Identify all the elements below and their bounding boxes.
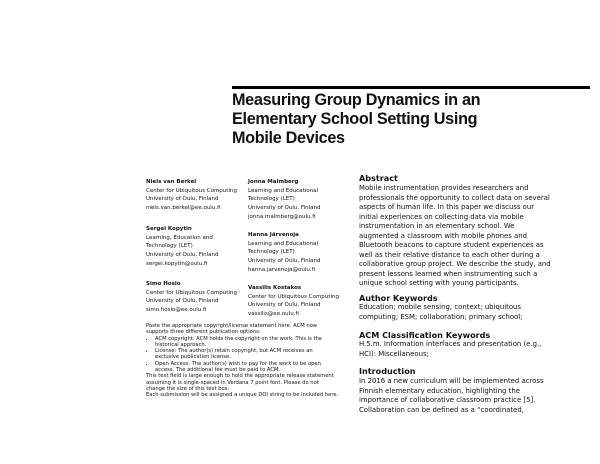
abstract-line: augmented a classroom with mobile phones and [359, 231, 527, 240]
author-email: niels.van.berkel@ee.oulu.fi [146, 205, 221, 212]
author-affiliation: University of Oulu, Finland [248, 302, 321, 309]
license-statement [146, 323, 346, 399]
author-affiliation: Technology (LET) [146, 243, 193, 250]
author-affiliation: Learning and Educational [248, 240, 319, 247]
author-affiliation: University of Oulu, Finland [248, 205, 321, 212]
license-text: change the size of this text box. [146, 385, 230, 392]
author-block [248, 231, 321, 275]
keywords-body [359, 303, 591, 322]
author-name: Niels van Berkel [146, 179, 197, 185]
abstract-line: aspects of human life. In this paper we discuss our [359, 203, 535, 212]
author-block [248, 178, 321, 222]
author-name: Hanna Järvenoja [248, 232, 299, 238]
paper-title [232, 91, 552, 148]
title-rule [232, 86, 590, 89]
author-affiliation: University of Oulu, Finland [146, 298, 219, 305]
acm-class-line: H.5.m. Information interfaces and presentation (e.g., [359, 340, 542, 348]
author-affiliation: Center for Ubiquitous Computing [248, 293, 339, 300]
author-affiliation: Center for Ubiquitous Computing [146, 289, 237, 296]
abstract-body [359, 184, 591, 289]
author-name: Sergei Kopytin [146, 226, 192, 232]
introduction-line: Collaboration can be defined as a “coordinated, [359, 405, 524, 414]
title-line: Elementary School Setting Using [232, 110, 478, 128]
title-line: Mobile Devices [232, 129, 345, 147]
author-affiliation: Technology (LET) [248, 249, 295, 256]
license-text: Each submission will be assigned a unique DOI string to be included here. [146, 392, 339, 399]
author-block [146, 225, 219, 269]
author-email: sergei.kopytin@oulu.fi [146, 260, 208, 267]
license-option: • License: The author(s) retain copyright, but ACM receives an [155, 348, 346, 354]
author-affiliation: Learning and Educational [248, 187, 319, 194]
title-line: Measuring Group Dynamics in an [232, 91, 481, 109]
abstract-line: unique school setting with young participants. [359, 279, 519, 288]
abstract-heading: Abstract [359, 173, 398, 183]
author-block [146, 280, 237, 315]
author-affiliation: Center for Ubiquitous Computing [146, 187, 237, 194]
abstract-line: well as their relative distance to each other during a [359, 250, 540, 259]
author-email: vassilis@ee.oulu.fi [248, 311, 299, 318]
author-name: Simo Hosio [146, 281, 181, 287]
license-options [146, 336, 346, 374]
introduction-heading: Introduction [359, 366, 416, 376]
author-name: Vassilis Kostakos [248, 285, 302, 291]
license-text: assuming it is single-spaced in Verdana 7 point font. Please do not [146, 379, 319, 386]
introduction-line: importance of collaborative classroom practice [5]. [359, 396, 536, 405]
keywords-heading: Author Keywords [359, 293, 438, 303]
license-option: • ACM copyright: ACM holds the copyright on the work. This is the [155, 336, 346, 342]
keywords-line: computing; ESM; collaboration; primary school; [359, 312, 523, 321]
acm-class-heading: ACM Classification Keywords [359, 330, 491, 340]
author-block [146, 178, 237, 213]
author-block [248, 284, 339, 319]
author-affiliation: Learning, Education and [146, 234, 213, 241]
abstract-line: initial experiences on collecting data via mobile [359, 212, 524, 221]
author-email: simo.hosio@ee.oulu.fi [146, 307, 207, 314]
author-affiliation: University of Oulu, Finland [248, 258, 321, 265]
license-option-cont: exclusive publication license. [155, 354, 231, 361]
license-text: supports three different publication options: [146, 329, 261, 336]
acm-class-body [359, 340, 591, 359]
abstract-line: Bluetooth beacons to capture student experiences as [359, 241, 544, 250]
introduction-line: Finnish elementary education, highlighting the [359, 386, 520, 395]
author-affiliation: University of Oulu, Finland [146, 252, 219, 259]
abstract-line: present lessons learned when instrumenting such a [359, 269, 538, 278]
acm-class-line: HCI): Miscellaneous; [359, 349, 429, 358]
introduction-body [359, 377, 591, 415]
abstract-line: collaborative group project. We describe the study, and [359, 260, 551, 269]
abstract-line: instrumentation in an elementary school. We [359, 222, 515, 231]
license-text: Paste the appropriate copyright/license statement here. ACM now [146, 323, 318, 329]
license-text: This text field is large enough to hold the appropriate release statement [146, 373, 334, 380]
keywords-line: Education; mobile sensing; context; ubiquitous [359, 303, 522, 311]
author-affiliation: University of Oulu, Finland [146, 196, 219, 203]
abstract-line: Mobile instrumentation provides researchers and [359, 184, 529, 192]
author-email: hanna.jarvenoja@oulu.fi [248, 266, 316, 273]
author-name: Jonna Malmberg [248, 179, 299, 185]
license-option-cont: access. The additional fee must be paid to ACM. [155, 367, 281, 374]
introduction-line: In 2016 a new curriculum will be implemented across [359, 377, 544, 385]
author-email: jonna.malmberg@oulu.fi [248, 213, 316, 220]
author-affiliation: Technology (LET) [248, 196, 295, 203]
abstract-line: professionals the opportunity to collect data on several [359, 193, 550, 202]
license-option: • Open Access: The author(s) wish to pay for the work to be open [155, 361, 346, 367]
license-option-cont: historical approach. [155, 341, 207, 348]
